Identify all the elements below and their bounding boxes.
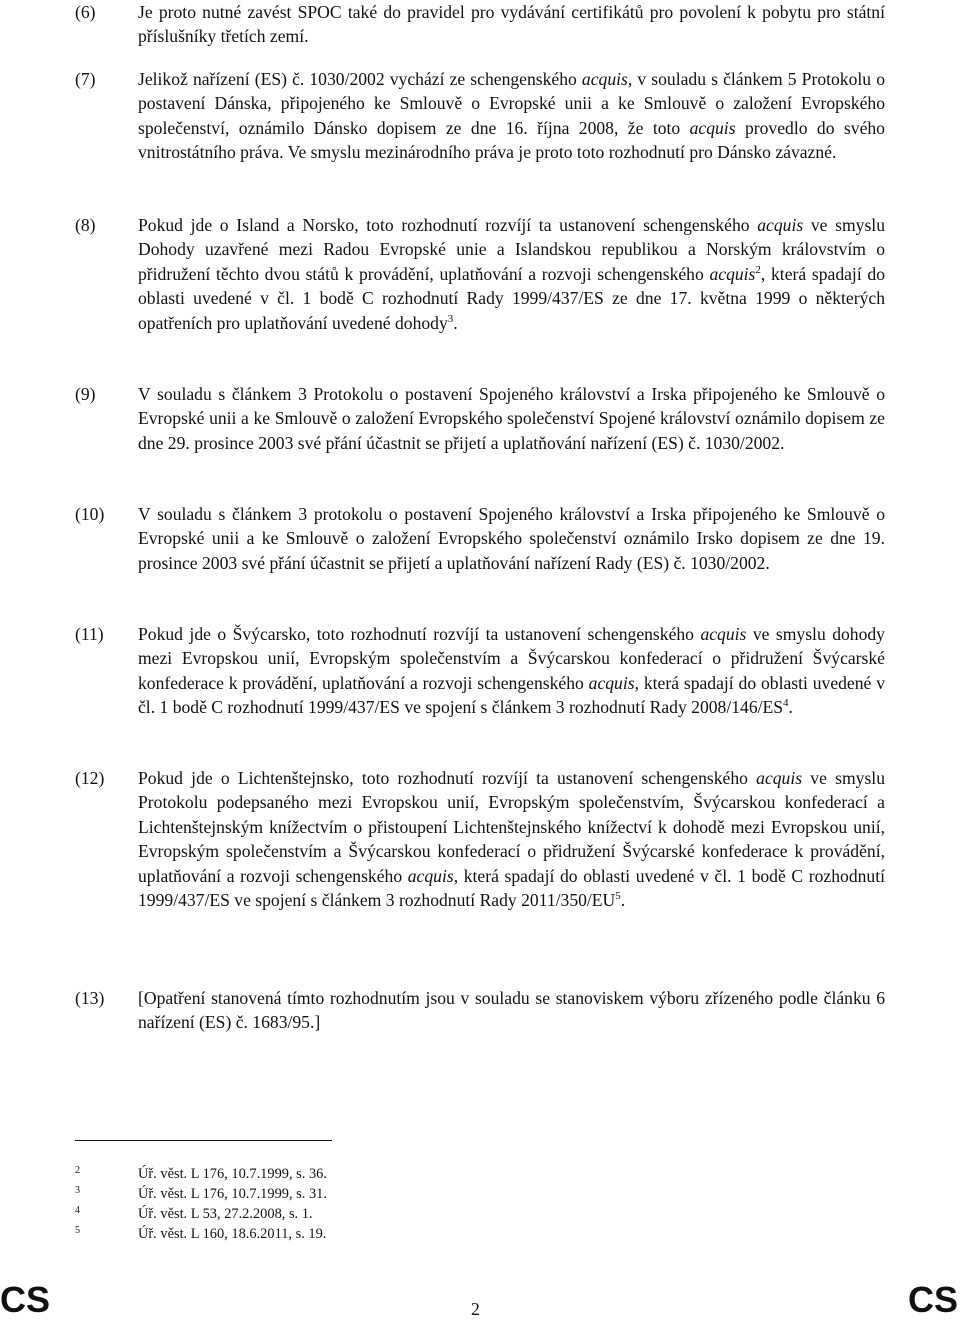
document-page: (6) Je proto nutné zavést SPOC také do pravidel pro vydávání certifikátů pro povolení k pobytu pro státní příslušníky třetích zemí. (7) Jelikož nařízení (ES) č. 1030/2002 vychází ze schengenského acquis, v souladu s článkem 5 Protokolu o postavení Dánska, připojeného ke Smlouvě o Evropské unii a ke Smlouvě o založení Evropského společenství, oznámilo Dánsko dopisem ze dne 16. října 2008, že toto acquis provedlo do svého vnitrostátního práva. Ve smyslu mezinárodního práva je proto toto rozhodnutí pro Dánsko závazné. (8) Pokud jde o Island a Norsko, toto rozhodnutí rozvíjí ta ustanovení schengenského acquis ve smyslu Dohody uzavřené mezi Radou Evropské unie a Islandskou republikou a Norským královstvím o přidružení těchto dvou států k provádění, uplatňování a rozvoji schengenského acquis$^2$, která spadají do oblasti uvedené v čl. 1 bodě C rozhodnutí Rady 1999/437/ES ze dne 17. května 1999 o některých opatřeních pro uplatňování uvedené dohody$^3$. (9) V souladu s článkem 3 Protokolu o postavení Spojeného království a Irska připojeného ke Smlouvě o Evropské unii a ke Smlouvě o založení Evropského společenství Spojené království oznámilo dopisem ze dne 29. prosince 2003 své přání účastnit se přijetí a uplatňování nařízení (ES) č. 1030/2002. (10) V souladu s článkem 3 protokolu o postavení Spojeného království a Irska připojeného ke Smlouvě o Evropské unii a ke Smlouvě o založení Evropského společenství oznámilo Irsko dopisem ze dne 19. prosince 2003 své přání účastnit se přijetí a uplatňování nařízení Rady (ES) č. 1030/2002. (11) Pokud jde o Švýcarsko, toto rozhodnutí rozvíjí ta ustanovení schengenského acquis ve smyslu dohody mezi Evropskou unií, Evropským společenstvím a Švýcarskou konfederací o přidružení Švýcarské konfederace k provádění, uplatňování a rozvoji schengenského acquis, která spadají do oblasti uvedené v čl. 1 bodě C rozhodnutí 1999/437/ES ve spojení s článkem 3 rozhodnutí Rady $2008/146/ES^4$. (12) Pokud jde o Lichtenštejnsko, toto rozhodnutí rozvíjí ta ustanovení schengenského acquis ve smyslu Protokolu podepsaného mezi Evropskou unií, Evropským společenstvím, Švýcarskou konfederací a Lichtenštejnským knížectvím o přistoupení Lichtenštejnského knížectví k dohodě mezi Evropskou unií, Evropským společenstvím a Švýcarskou konfederací o přidružení Švýcarské konfederace k provádění, uplatňování a rozvoji schengenského acquis, která spadají do oblasti uvedené v čl. 1 bodě C rozhodnutí 1999/437/ES ve spojení s článkem 3 rozhodnutí Rady $2011/350/EU^5$. (13) [Opatření stanovená tímto rozhodnutím jsou v souladu se stanoviskem výboru zřízeného podle článku 6 nařízení (ES) č. 1683/95.] 2 Úř. věst. L 176, 10.7.1999, s. 36. 3 Úř. věst. L 176, 10.7.1999, s. 31. 4 Úř. věst. L 53, 27.2.2008, s. 1. 5 Úř. věst. L 160, 18.6.2011, s. 19. CS 2 CS <box>0 2 958 1320</box>
paragraph-text: Je proto nutné zavést SPOC také do pravidel pro vydávání certifikátů pro povolení k pobytu pro státní příslušníky třetích zemí. <box>138 2 885 47</box>
paragraph-text: Jelikož nařízení (ES) č. 1030/2002 vychází ze schengenského acquis, v souladu s článkem 5 Protokolu o postavení Dánska, připojeného ke Smlouvě o Evropské unii a ke Smlouvě o založení Evropského společenství, oznámilo Dánsko dopisem ze dne 16. října 2008, že toto acquis provedlo do svého vnitrostátního práva. Ve smyslu mezinárodního práva je proto toto rozhodnutí pro Dánsko závazné. <box>138 69 885 163</box>
paragraph-8 <box>75 213 885 335</box>
footnote-ref: 3 <box>447 312 454 325</box>
paragraph-number: (13) <box>75 988 105 1008</box>
footnote-ref: 2 <box>755 263 761 276</box>
paragraph-text: [Opatření stanovená tímto rozhodnutím jsou v souladu se stanoviskem výboru zřízeného podle článku 6 nařízení (ES) č. 1683/95.] <box>138 988 885 1033</box>
paragraph-text: V souladu s článkem 3 protokolu o postavení Spojeného království a Irska připojeného ke Smlouvě o Evropské unii a ke Smlouvě o založení Evropského společenství oznámilo Irsko dopisem ze dne 19. prosince 2003 své přání účastnit se přijetí a uplatňování nařízení Rady (ES) č. 1030/2002. <box>138 504 885 573</box>
paragraph-number: (8) <box>75 215 96 235</box>
page-number: 2 <box>471 1299 480 1319</box>
paragraph-number: (9) <box>75 384 96 404</box>
footnote-ref: 5 <box>615 890 621 903</box>
paragraph-13 <box>75 986 885 1035</box>
paragraph-12 <box>75 766 885 912</box>
footnote-ref: 4 <box>783 697 789 710</box>
paragraph-number: (11) <box>75 624 104 644</box>
paragraph-text: Pokud jde o Lichtenštejnsko, toto rozhodnutí rozvíjí ta ustanovení schengenského acquis ve smyslu Protokolu podepsaného mezi Evropskou unií, Evropským společenstvím, Švýcarskou konfederací a Lichtenštejnským knížectvím o přistoupení Lichtenštejnského knížectví k dohodě mezi Evropskou unií, Evropským společenstvím a Švýcarskou konfederací o přidružení Švýcarské konfederace k provádění, uplatňování a rozvoji schengenského acquis, která spadají do oblasti uvedené v čl. 1 bodě C rozhodnutí 1999/437/ES ve spojení s článkem 3 rozhodnutí Rady $2011/350/EU^5$. <box>138 768 886 911</box>
paragraph-9 <box>75 382 885 455</box>
paragraph-number: (12) <box>75 768 105 788</box>
paragraph-number: (10) <box>75 504 105 524</box>
paragraph-number: (7) <box>75 69 96 89</box>
paragraph-10 <box>75 502 885 575</box>
footer-language-left: CS <box>0 1279 51 1320</box>
paragraph-text: Pokud jde o Island a Norsko, toto rozhodnutí rozvíjí ta ustanovení schengenského acquis ve smyslu Dohody uzavřené mezi Radou Evropské unie a Islandskou republikou a Norským královstvím o přidružení těchto dvou států k provádění, uplatňování a rozvoji schengenského acquis$^2$, která spadají do oblasti uvedené v čl. 1 bodě C rozhodnutí Rady 1999/437/ES ze dne 17. května 1999 o některých opatřeních pro uplatňování uvedené dohody$^3$. <box>138 215 885 333</box>
footer-language-right: CS <box>907 1279 958 1320</box>
paragraph-number: (6) <box>75 2 96 22</box>
paragraph-6 <box>75 0 885 49</box>
paragraph-7 <box>75 67 885 165</box>
paragraph-11 <box>75 622 885 720</box>
paragraph-text: Pokud jde o Švýcarsko, toto rozhodnutí rozvíjí ta ustanovení schengenského acquis ve smyslu dohody mezi Evropskou unií, Evropským společenstvím a Švýcarskou konfederací o přidružení Švýcarské konfederace k provádění, uplatňování a rozvoji schengenského acquis, která spadají do oblasti uvedené v čl. 1 bodě C rozhodnutí 1999/437/ES ve spojení s článkem 3 rozhodnutí Rady $2008/146/ES^4$. <box>138 624 885 718</box>
footnote-divider <box>75 1140 332 1141</box>
paragraph-text: V souladu s článkem 3 Protokolu o postavení Spojeného království a Irska připojeného ke Smlouvě o Evropské unii a ke Smlouvě o založení Evropského společenství Spojené království oznámilo dopisem ze dne 29. prosince 2003 své přání účastnit se přijetí a uplatňování nařízení (ES) č. 1030/2002. <box>138 384 885 453</box>
